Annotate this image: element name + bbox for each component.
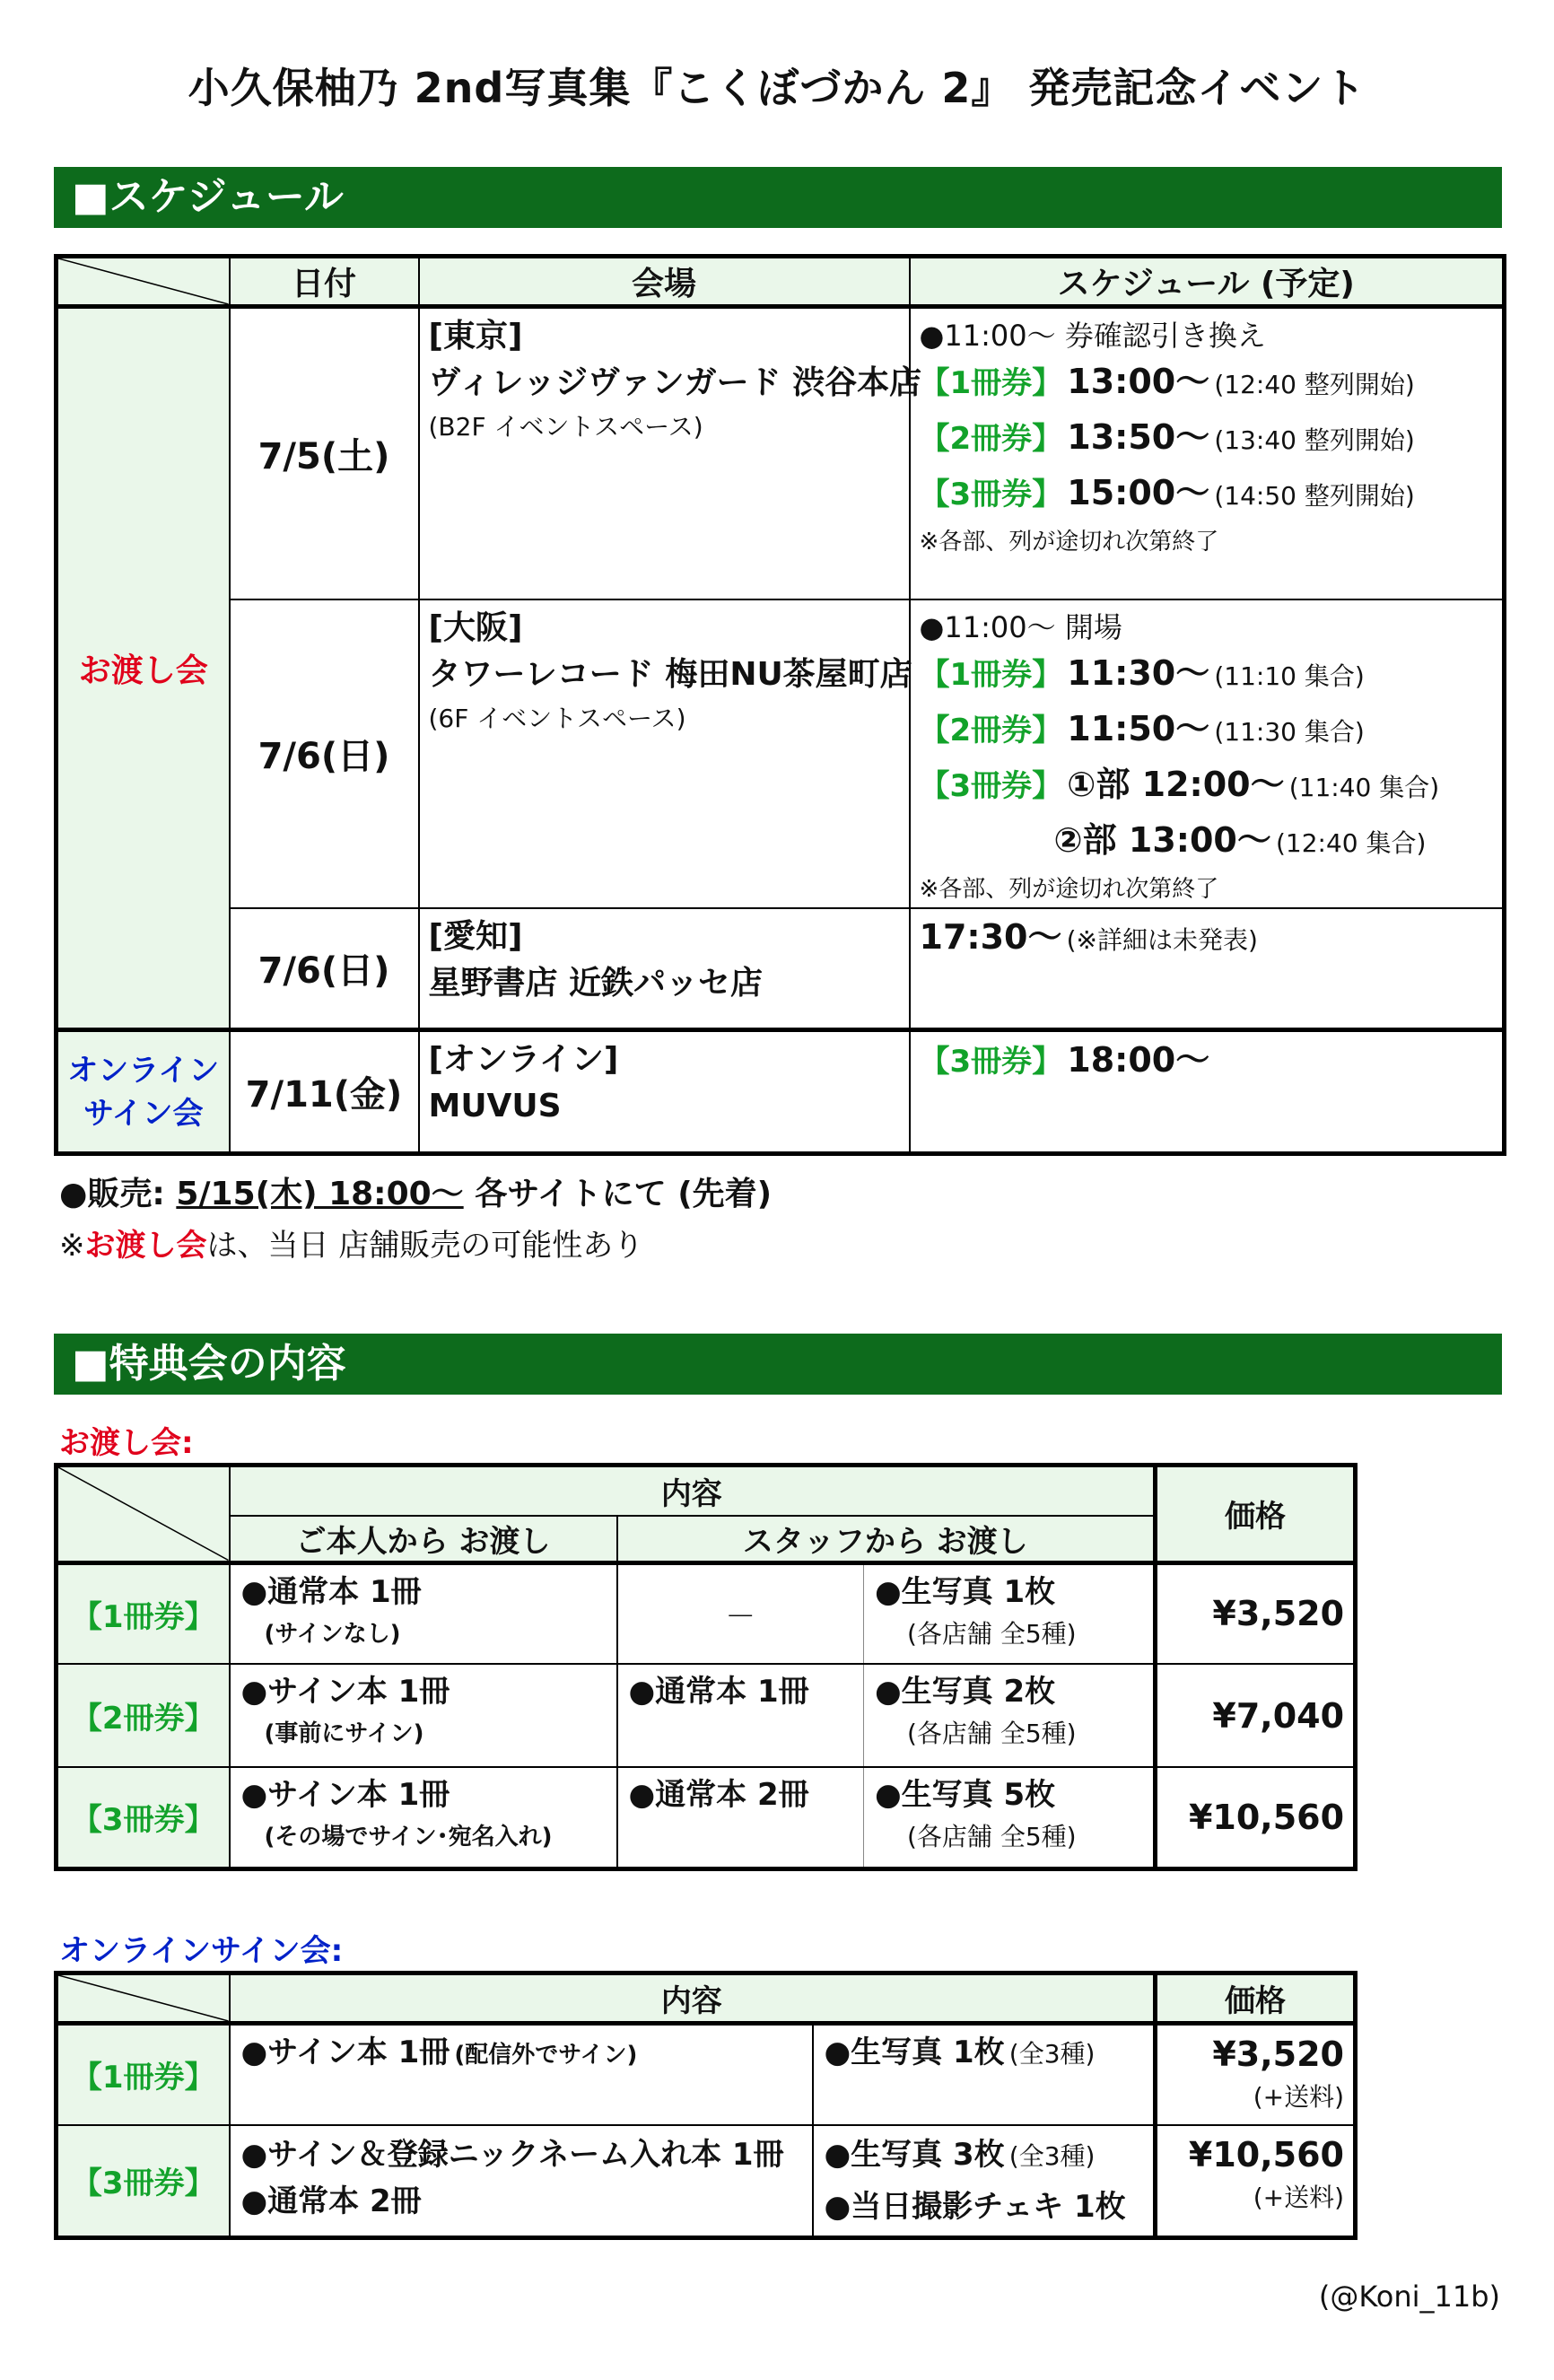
section-header-schedule: ■スケジュール — [54, 167, 1502, 228]
photo-cell: ●生写真 1枚 (各店舗 全5種) — [864, 1562, 1156, 1664]
handover-table — [54, 1463, 1358, 1871]
schedule-cell — [910, 1030, 1505, 1154]
photo-cell: ●生写真 2枚 (各店舗 全5種) — [864, 1664, 1156, 1767]
price-cell: ¥10,560 (+送料) — [1156, 2125, 1356, 2238]
ticket-label: 【3冊券】 — [57, 2125, 230, 2238]
schedule-cell — [910, 599, 1505, 908]
date-cell: 7/6(日) — [230, 908, 419, 1030]
venue-region: [愛知] — [428, 917, 523, 955]
schedule-line: ●11:00～ 券確認引き換え — [919, 319, 1266, 353]
venue-name: タワーレコード 梅田NU茶屋町店 — [428, 655, 912, 693]
schedule-note: ※各部、列が途切れ次第終了 — [919, 875, 1219, 903]
venue-name: ヴィレッジヴァンガード 渋谷本店 — [428, 364, 922, 401]
staff-book-cell: － — [617, 1562, 864, 1664]
ticket-label: 【2冊券】 — [57, 1664, 230, 1767]
schedule-line: 【3冊券】 18:00～ — [919, 1040, 1210, 1080]
venue-cell — [419, 307, 922, 599]
staff-book-cell: ●通常本 2冊 — [617, 1767, 864, 1868]
price-cell: ¥3,520 — [1156, 1562, 1356, 1664]
subheader-staff: スタッフから お渡し — [617, 1516, 1156, 1563]
schedule-line: 17:30～ (※詳細は未発表) — [919, 916, 1258, 957]
ticket-label: 【1冊券】 — [57, 1562, 230, 1664]
date-cell: 7/11(金) — [230, 1030, 419, 1154]
price-cell: ¥3,520 (+送料) — [1156, 2024, 1356, 2125]
corner-cell — [57, 1973, 230, 2024]
header-price: 価格 — [1156, 1973, 1356, 2024]
venue-floor: (B2F イベントスペース) — [428, 412, 703, 442]
venue-cell — [419, 599, 910, 908]
group-label-handover: お渡し会 — [57, 307, 230, 1030]
header-content: 内容 — [230, 1973, 1156, 2024]
header-venue: 会場 — [419, 257, 910, 307]
self-cell: ●サイン本 1冊 (事前にサイン) — [230, 1664, 617, 1767]
ticket-label: 【3冊券】 — [57, 1767, 230, 1868]
page-title: 小久保柚乃 2nd写真集『こくぼづかん 2』 発売記念イベント — [188, 64, 1366, 112]
schedule-line: 【2冊券】 11:50～ (11:30 集合) — [919, 708, 1365, 748]
venue-name: MUVUS — [428, 1088, 562, 1124]
header-price: 価格 — [1156, 1466, 1356, 1563]
online-label: オンラインサイン会: — [59, 1933, 344, 1969]
staff-book-cell: ●通常本 1冊 — [617, 1664, 864, 1767]
corner-cell — [57, 1466, 230, 1563]
items-cell: ●サイン＆登録ニックネーム入れ本 1冊 ●通常本 2冊 — [230, 2125, 813, 2238]
schedule-cell — [910, 908, 1505, 1030]
schedule-line: ②部 13:00～ (12:40 集合) — [1053, 819, 1427, 860]
venue-cell — [419, 1030, 910, 1154]
venue-region: [オンライン] — [428, 1041, 619, 1078]
price-cell: ¥10,560 — [1156, 1767, 1356, 1868]
venue-region: [大阪] — [428, 608, 523, 646]
price-cell: ¥7,040 — [1156, 1664, 1356, 1767]
schedule-line: 【1冊券】 11:30～ (11:10 集合) — [919, 652, 1365, 693]
schedule-line: 【3冊券】 15:00～ (14:50 整列開始) — [919, 473, 1415, 512]
group-label-online: オンライン サイン会 — [57, 1030, 230, 1154]
handover-label: お渡し会: — [59, 1425, 194, 1461]
credit: (@Koni_11b) — [1318, 2279, 1500, 2314]
venue-name: 星野書店 近鉄パッセ店 — [428, 964, 764, 1002]
sales-info: ●販売: 5/15(木) 18:00～ 各サイトにて (先着) — [59, 1176, 773, 1212]
schedule-line: 【3冊券】 ①部 12:00～ (11:40 集合) — [919, 764, 1440, 804]
ticket-label: 【1冊券】 — [57, 2024, 230, 2125]
self-cell: ●通常本 1冊 (サインなし) — [230, 1562, 617, 1664]
schedule-table — [54, 254, 1506, 1156]
header-schedule: スケジュール (予定) — [910, 257, 1505, 307]
schedule-note: ※各部、列が途切れ次第終了 — [919, 529, 1219, 556]
section-header-benefits: ■特典会の内容 — [54, 1334, 1502, 1395]
schedule-cell — [910, 307, 1505, 599]
subheader-self: ご本人から お渡し — [230, 1516, 617, 1563]
self-cell: ●サイン本 1冊 (その場でサイン･宛名入れ) — [230, 1767, 617, 1868]
corner-cell — [57, 257, 230, 307]
photo-cell: ●生写真 5枚 (各店舗 全5種) — [864, 1767, 1156, 1868]
date-cell: 7/5(土) — [230, 307, 419, 599]
header-content: 内容 — [230, 1466, 1156, 1516]
venue-floor: (6F イベントスペース) — [428, 703, 686, 733]
photo-cell: ●生写真 3枚 (全3種) ●当日撮影チェキ 1枚 — [813, 2125, 1156, 2238]
schedule-line: 【1冊券】 13:00～ (12:40 整列開始) — [919, 362, 1415, 401]
photo-cell: ●生写真 1枚 (全3種) — [813, 2024, 1156, 2125]
venue-region: [東京] — [428, 318, 523, 354]
items-cell: ●サイン本 1冊 (配信外でサイン) — [230, 2024, 813, 2125]
schedule-line: ●11:00～ 開場 — [919, 609, 1122, 644]
date-cell: 7/6(日) — [230, 599, 419, 908]
sales-note: ※お渡し会は、当日 店舗販売の可能性あり — [59, 1228, 644, 1264]
venue-cell — [419, 908, 910, 1030]
online-table — [54, 1971, 1358, 2240]
schedule-line: 【2冊券】 13:50～ (13:40 整列開始) — [919, 417, 1415, 457]
header-date: 日付 — [230, 257, 419, 307]
